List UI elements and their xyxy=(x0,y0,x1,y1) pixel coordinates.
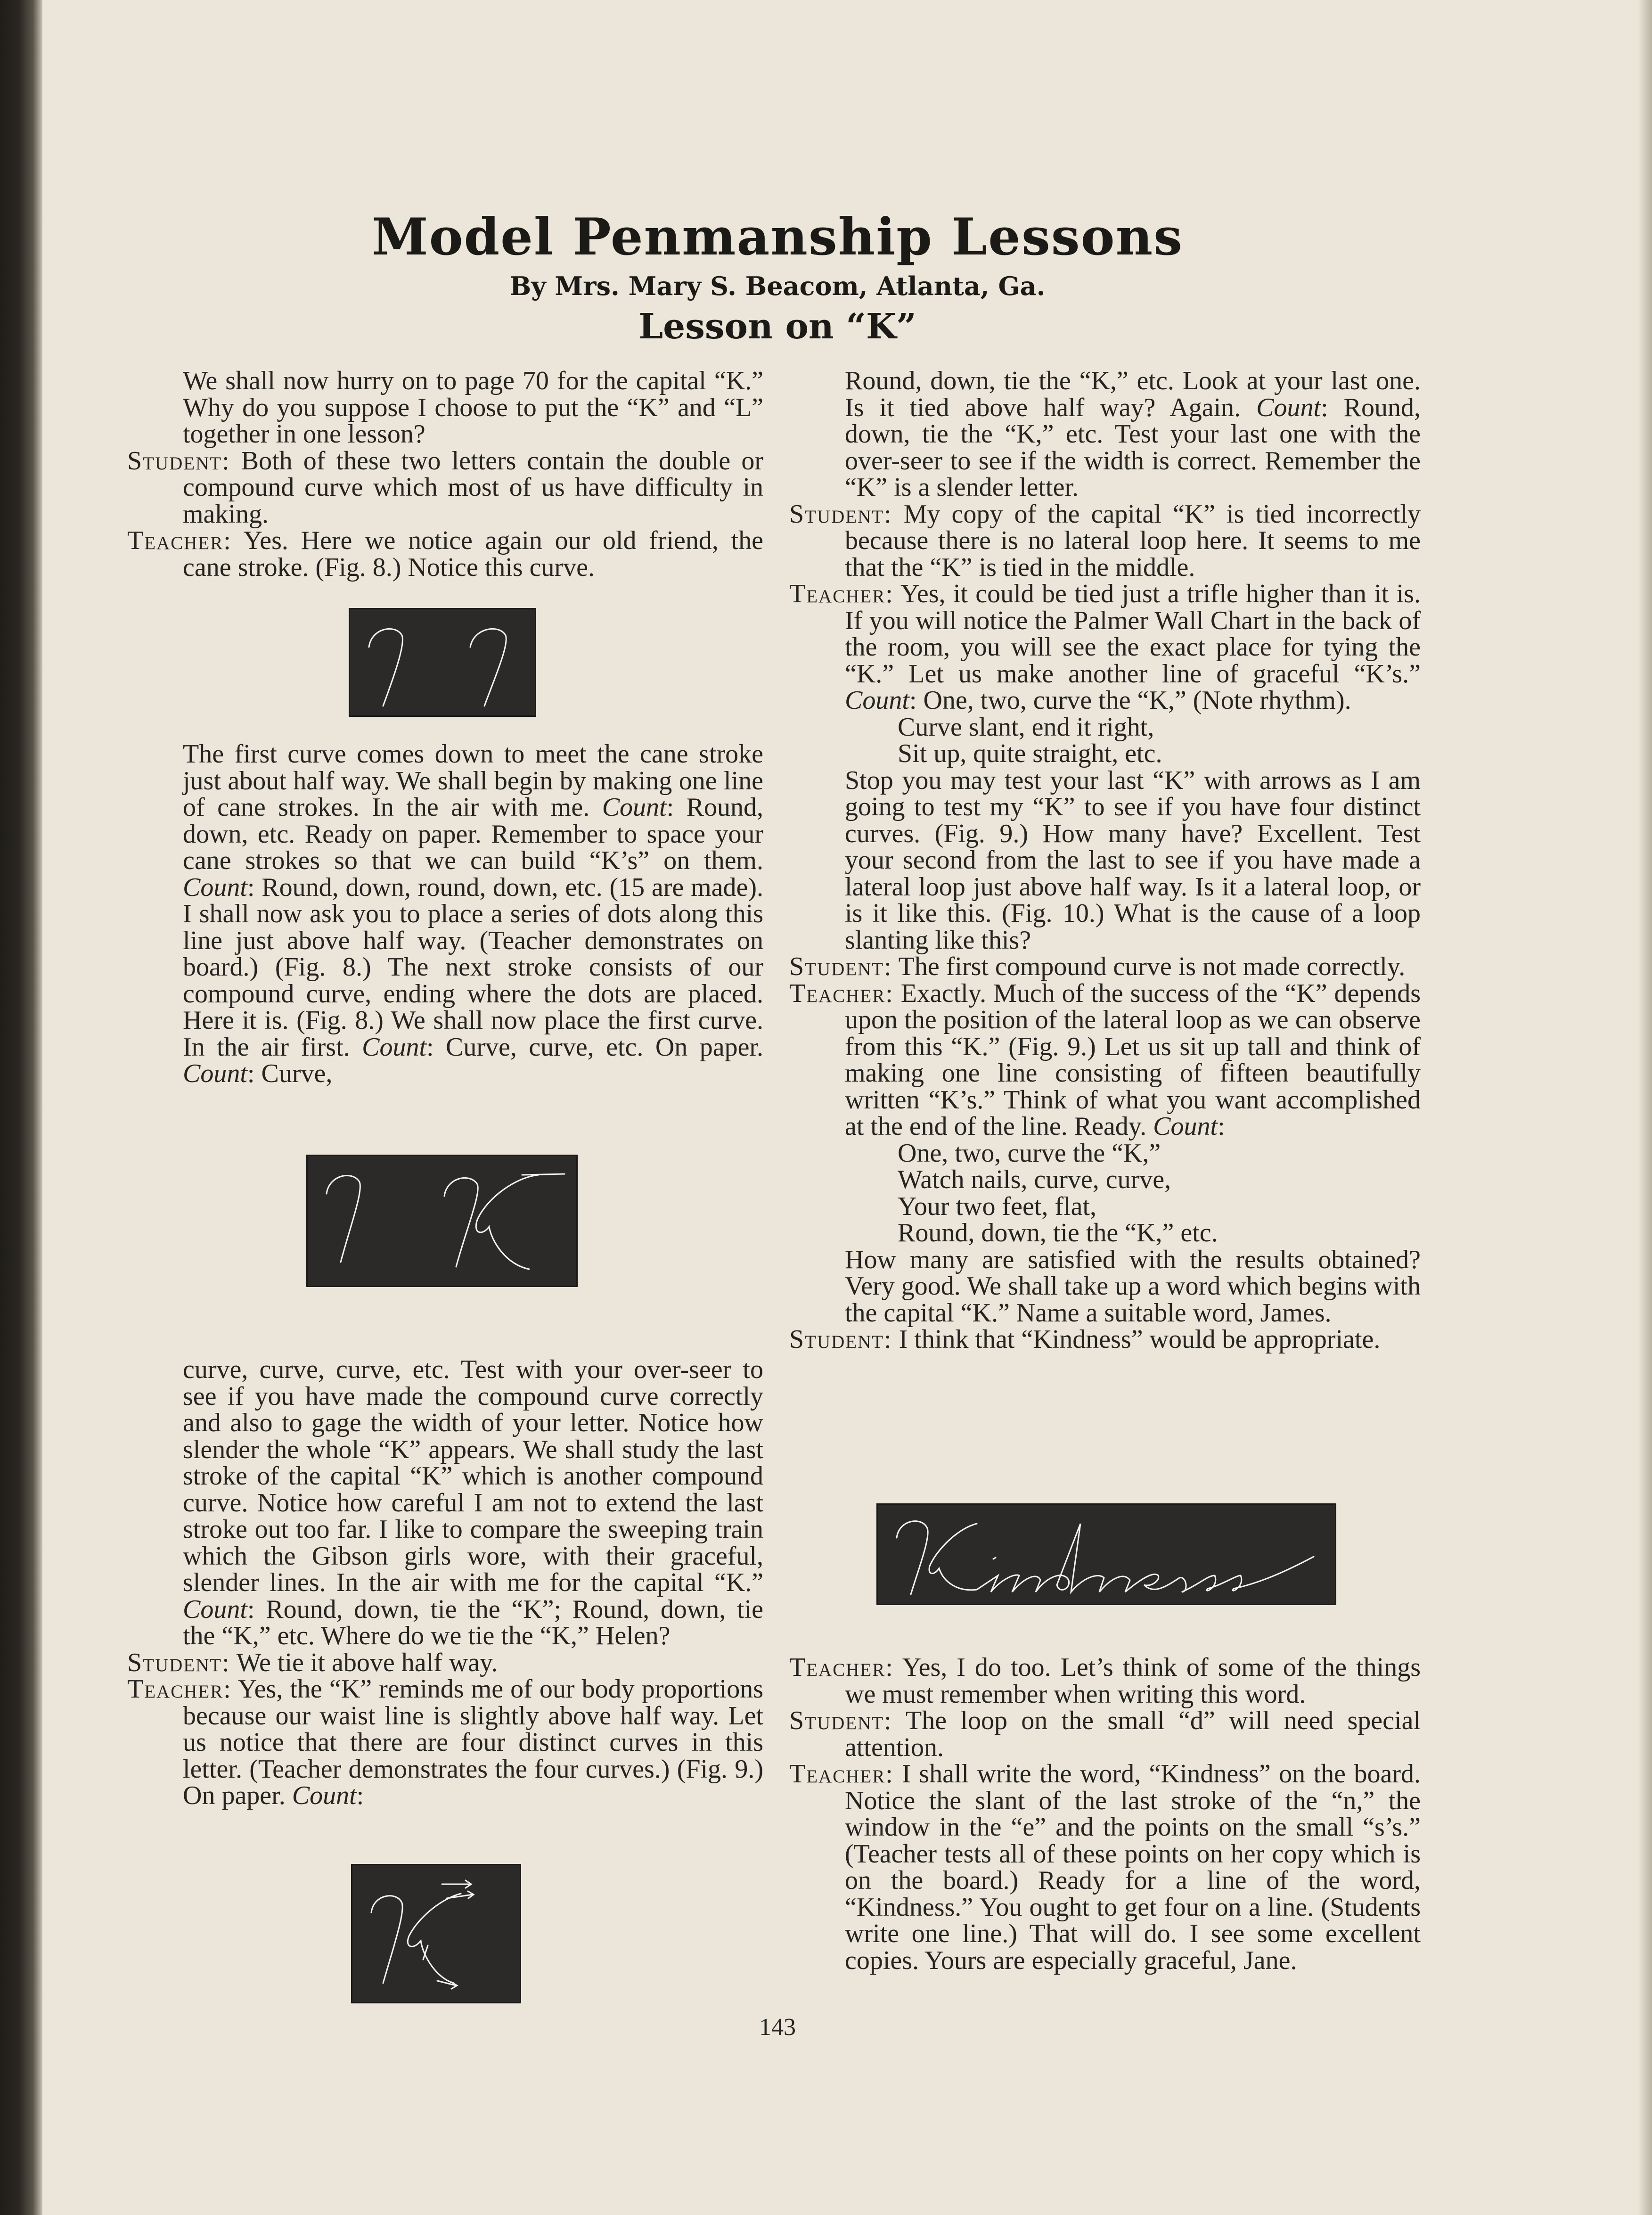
i-dot xyxy=(993,1558,996,1559)
speaker-label: Student: xyxy=(789,1706,892,1735)
kindness-script-drawing xyxy=(878,1505,1335,1604)
paragraph: We shall now hurry on to page 70 for the capital “K.” Why do you suppose I choose to put the “K” and “L” together in one lesson? xyxy=(183,366,763,449)
dialogue-paragraph: Student: The loop on the small “d” will need special attention. xyxy=(789,1706,1421,1762)
dialogue-paragraph: Teacher: Yes, it could be tied just a trifle higher than it is. If you will notice the Palmer Wall Chart in the back of the room, you will see the exact place for tying the “K.” Let us make another line of graceful “K’s.” Count: One, two, curve the “K,” (Note rhythm). xyxy=(789,579,1421,715)
left-column-block-1 xyxy=(127,368,763,581)
dialogue-paragraph: Teacher: Yes. Here we notice again our old friend, the cane stroke. (Fig. 8.) Notice this curve. xyxy=(127,526,763,582)
speaker-label: Teacher: xyxy=(127,526,232,555)
dialogue-paragraph: Student: I think that “Kindness” would be appropriate. xyxy=(789,1325,1381,1354)
arrow-4 xyxy=(437,1981,457,1989)
cane-and-k-drawing xyxy=(308,1156,576,1286)
dialogue-paragraph: Teacher: I shall write the word, “Kindness” on the board. Notice the slant of the last stroke of the “n,” the window in the “e” and the points on the small “s’s.” (Teacher tests all of these points on her copy which is on the board.) Ready for a line of the word, “Kindness.” You ought to get four on a line. (Students write one line.) That will do. I see some excellent copies. Yours are especially graceful, Jane. xyxy=(789,1759,1421,1975)
arrow-2 xyxy=(447,1891,474,1898)
speaker-label: Student: xyxy=(127,1648,230,1677)
dialogue-paragraph: Student: The first compound curve is not made correctly. xyxy=(789,952,1406,981)
paragraph: The first curve comes down to meet the cane stroke just about half way. We shall begin by making one line of cane strokes. In the air with me. Count: Round, down, etc. Ready on paper. Remember to space your cane strokes so that we can build “K’s” on them. Count: Round, down, round, down, etc. (15 are made). I shall now ask you to place a series of dots along this line just above half way. (Teacher demonstrates on board.) (Fig. 8.) The next stroke consists of our compound curve, ending where the dots are placed. Here it is. (Fig. 8.) We shall now place the first curve. In the air first. Count: Curve, curve, etc. On paper. Count: Curve, xyxy=(183,739,763,1088)
k-curve xyxy=(408,1894,461,1983)
page-binding-edge xyxy=(0,0,42,2215)
cane-stroke xyxy=(327,1175,360,1262)
cane-stroke-drawing xyxy=(350,609,535,715)
kindness-k-stem xyxy=(897,1521,928,1594)
arrow-1 xyxy=(442,1880,471,1888)
dialogue-paragraph: Teacher: Exactly. Much of the success of the “K” depends upon the position of the lateral loop as we can observe from this “K.” (Fig. 9.) Let us sit up tall and think of making one line consisting of fifteen beautifully written “K’s.” Think of what you want accomplished at the end of the line. Ready. Count: xyxy=(789,978,1421,1141)
page-title: Model Penmanship Lessons xyxy=(372,207,1183,267)
paragraph: curve, curve, curve, etc. Test with your over-seer to see if you have made the compound curve correctly and also to gage the width of your letter. Notice how slender the whole “K” appears. We shall study the last stroke of the capital “K” which is another compound curve. Notice how careful I am not to extend the last stroke out too far. I like to compare the sweeping train which the Gibson girls wore, with their graceful, slender lines. In the air with me for the capital “K.” Count: Round, down, tie the “K”; Round, down, tie the “K,” etc. Where do we tie the “K,” Helen? xyxy=(183,1355,763,1650)
verse-line: Sit up, quite straight, etc. xyxy=(898,739,1162,768)
figure-k-with-arrows xyxy=(351,1864,521,2003)
speaker-label: Teacher: xyxy=(789,579,894,608)
verse-line: Your two feet, flat, xyxy=(898,1191,1097,1221)
speaker-label: Teacher: xyxy=(789,1759,894,1788)
verse-line: Round, down, tie the “K,” etc. xyxy=(898,1218,1218,1247)
dialogue-paragraph: Teacher: Yes, the “K” reminds me of our body proportions because our waist line is slightly above half way. Let us notice that there are four distinct curves in this letter. (Teacher demonstrates the four curves.) (Fig. 9.) On paper. Count: xyxy=(127,1674,763,1810)
right-column-block-1 xyxy=(789,368,1421,1353)
k-stem xyxy=(371,1896,402,1983)
figure-cane-strokes xyxy=(349,608,536,717)
speaker-label: Student: xyxy=(789,1325,892,1354)
dialogue-paragraph: Teacher: Yes, I do too. Let’s think of some of the things we must remember when writing this word. xyxy=(789,1653,1421,1709)
k-top-line xyxy=(522,1174,564,1175)
speaker-label: Student: xyxy=(127,446,230,476)
figure-kindness-word xyxy=(876,1503,1336,1605)
verse-line: One, two, curve the “K,” xyxy=(898,1138,1161,1168)
figure-cane-and-k xyxy=(306,1155,578,1287)
dialogue-paragraph: Student: My copy of the capital “K” is tied incorrectly because there is no lateral loop here. It seems to me that the “K” is tied in the middle. xyxy=(789,499,1421,582)
speaker-label: Teacher: xyxy=(789,1653,894,1682)
cane-stroke-1 xyxy=(369,629,402,706)
k-stem xyxy=(444,1178,478,1267)
paragraph: How many are satisfied with the results obtained? Very good. We shall take up a word which begins with the capital “K.” Name a suitable word, James. xyxy=(845,1245,1421,1328)
paragraph: Round, down, tie the “K,” etc. Look at your last one. Is it tied above half way? Again. Count: Round, down, tie the “K,” etc. Test your last one with the over-seer to see if the width is correct. Remember the “K” is a slender letter. xyxy=(845,366,1421,502)
speaker-label: Teacher: xyxy=(789,978,894,1008)
right-column-block-2 xyxy=(789,1654,1421,1974)
verse-line: Curve slant, end it right, xyxy=(898,712,1154,742)
speaker-label: Student: xyxy=(789,952,892,981)
speaker-label: Teacher: xyxy=(127,1674,232,1704)
dialogue-paragraph: Student: Both of these two letters contain the double or compound curve which most of us have difficulty in making. xyxy=(127,446,763,529)
kindness-word-stroke xyxy=(929,1524,1314,1592)
lesson-subtitle: Lesson on “K” xyxy=(638,306,916,347)
speaker-label: Student: xyxy=(789,499,892,529)
paragraph: Stop you may test your last “K” with arrows as I am going to test my “K” to see if you have four distinct curves. (Fig. 9.) How many have? Excellent. Test your second from the last to see if you have made a lateral loop just above half way. Is it a lateral loop, or is it like this. (Fig. 10.) What is the cause of a loop slanting like this? xyxy=(845,765,1421,955)
k-compound-curve xyxy=(476,1175,539,1269)
k-arrows-drawing xyxy=(352,1865,520,2002)
byline: By Mrs. Mary S. Beacom, Atlanta, Ga. xyxy=(509,271,1046,301)
dialogue-paragraph: Student: We tie it above half way. xyxy=(127,1648,498,1677)
page-number: 143 xyxy=(759,2014,796,2041)
left-column-block-3 xyxy=(127,1356,763,1809)
verse-line: Watch nails, curve, curve, xyxy=(898,1165,1171,1194)
cane-stroke-2 xyxy=(470,629,506,706)
left-column-block-2 xyxy=(127,741,763,1087)
page-right-edge xyxy=(1638,0,1652,2215)
